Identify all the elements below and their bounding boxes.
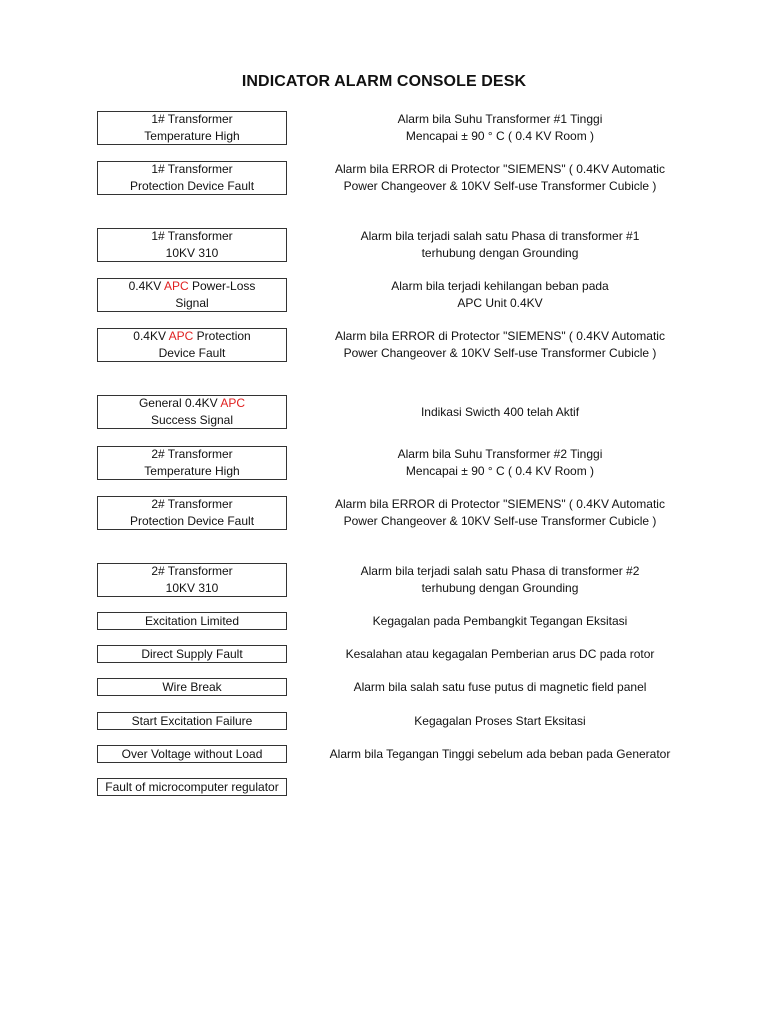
alarm-label-box (97, 228, 287, 262)
apc-highlight: APC (220, 396, 246, 410)
alarm-description (305, 446, 695, 480)
alarm-description (305, 745, 695, 763)
alarm-label-line2: Protection Device Fault (129, 514, 255, 528)
alarm-description (305, 111, 695, 145)
alarm-description-line2: Power Changeover & 10KV Self-use Transformer Cubicle ) (343, 179, 657, 193)
alarm-label-box (97, 645, 287, 663)
alarm-label-line2: Success Signal (150, 413, 234, 427)
alarm-label-box (97, 712, 287, 730)
alarm-label-line2: Temperature High (144, 464, 240, 478)
alarm-description-line1: Kegagalan Proses Start Eksitasi (414, 713, 586, 728)
apc-highlight: APC (168, 329, 194, 343)
alarm-label-box (97, 446, 287, 480)
label-suffix: Protection (193, 329, 251, 343)
apc-highlight: APC (163, 279, 189, 293)
alarm-description-line1: Alarm bila ERROR di Protector "SIEMENS" ( 0.4KV Automatic (335, 329, 665, 343)
alarm-label-line1: Start Excitation Failure (131, 713, 253, 728)
alarm-description-line1: Kesalahan atau kegagalan Pemberian arus DC pada rotor (345, 646, 655, 661)
alarm-description-line1: Alarm bila terjadi kehilangan beban pada (391, 279, 609, 293)
alarm-description (305, 278, 695, 312)
alarm-label-box (97, 745, 287, 763)
alarm-label-line2: Temperature High (144, 129, 240, 143)
alarm-label-line1: 2# Transformer (151, 447, 233, 461)
alarm-label-line1 (98, 395, 286, 412)
page-title: INDICATOR ALARM CONSOLE DESK (241, 73, 527, 90)
alarm-description (305, 496, 695, 530)
alarm-description-line2: Power Changeover & 10KV Self-use Transformer Cubicle ) (343, 346, 657, 360)
alarm-description (305, 645, 695, 663)
alarm-label-line1: 1# Transformer (151, 162, 233, 176)
alarm-description-line1: Alarm bila Suhu Transformer #1 Tinggi (397, 112, 603, 126)
alarm-label-box (97, 395, 287, 429)
alarm-label-box (97, 278, 287, 312)
alarm-description-line2: Power Changeover & 10KV Self-use Transformer Cubicle ) (343, 514, 657, 528)
alarm-label-line1: 1# Transformer (151, 229, 233, 243)
alarm-description-line2: APC Unit 0.4KV (457, 296, 543, 310)
alarm-description-line2: Mencapai ± 90 ° C ( 0.4 KV Room ) (405, 464, 595, 478)
alarm-label-box (97, 678, 287, 696)
alarm-label-line1: Over Voltage without Load (121, 746, 263, 761)
alarm-label-box (97, 612, 287, 630)
alarm-description-line1: Alarm bila ERROR di Protector "SIEMENS" ( 0.4KV Automatic (335, 162, 665, 176)
alarm-description-line1: Alarm bila salah satu fuse putus di magnetic field panel (353, 679, 647, 694)
alarm-label-line2: Device Fault (158, 346, 226, 360)
label-prefix: 0.4KV (133, 329, 169, 343)
alarm-label-box (97, 563, 287, 597)
alarm-label-line1: Excitation Limited (144, 613, 240, 628)
alarm-description-line1: Alarm bila terjadi salah satu Phasa di transformer #1 (360, 229, 640, 243)
alarm-label-line1: Wire Break (162, 679, 222, 694)
alarm-description-line1: Kegagalan pada Pembangkit Tegangan Eksitasi (372, 613, 628, 628)
alarm-label-box (97, 496, 287, 530)
label-prefix: 0.4KV (128, 279, 164, 293)
alarm-label-line2: 10KV 310 (165, 246, 219, 260)
label-suffix: Power-Loss (188, 279, 256, 293)
alarm-description-line2: terhubung dengan Grounding (421, 581, 579, 595)
alarm-description (305, 563, 695, 597)
alarm-description-line1: Alarm bila ERROR di Protector "SIEMENS" ( 0.4KV Automatic (335, 497, 665, 511)
alarm-label-line1: 1# Transformer (151, 112, 233, 126)
alarm-description (305, 678, 695, 696)
label-prefix: General 0.4KV (138, 396, 221, 410)
alarm-description (305, 395, 695, 429)
alarm-label-line2: Signal (175, 296, 209, 310)
alarm-description (305, 228, 695, 262)
alarm-label-line1: 2# Transformer (151, 497, 233, 511)
alarm-description-line2: terhubung dengan Grounding (421, 246, 579, 260)
alarm-label-line1 (98, 278, 286, 295)
alarm-label-line2: Protection Device Fault (129, 179, 255, 193)
alarm-label-line1: Direct Supply Fault (141, 646, 243, 661)
alarm-description (305, 161, 695, 195)
alarm-description-line1: Alarm bila terjadi salah satu Phasa di transformer #2 (360, 564, 640, 578)
alarm-description-line1: Alarm bila Suhu Transformer #2 Tinggi (397, 447, 603, 461)
alarm-description (305, 612, 695, 630)
alarm-description (305, 712, 695, 730)
alarm-description (305, 328, 695, 362)
alarm-description-line2: Mencapai ± 90 ° C ( 0.4 KV Room ) (405, 129, 595, 143)
alarm-description-line1: Indikasi Swicth 400 telah Aktif (420, 404, 580, 419)
alarm-label-box (97, 161, 287, 195)
alarm-description-line1: Alarm bila Tegangan Tinggi sebelum ada beban pada Generator (329, 746, 671, 761)
alarm-label-box (97, 778, 287, 796)
alarm-label-box (97, 111, 287, 145)
alarm-label-line1: Fault of microcomputer regulator (105, 779, 279, 794)
alarm-label-box (97, 328, 287, 362)
alarm-label-line1: 2# Transformer (151, 564, 233, 578)
alarm-label-line1 (98, 328, 286, 345)
alarm-label-line2: 10KV 310 (165, 581, 219, 595)
